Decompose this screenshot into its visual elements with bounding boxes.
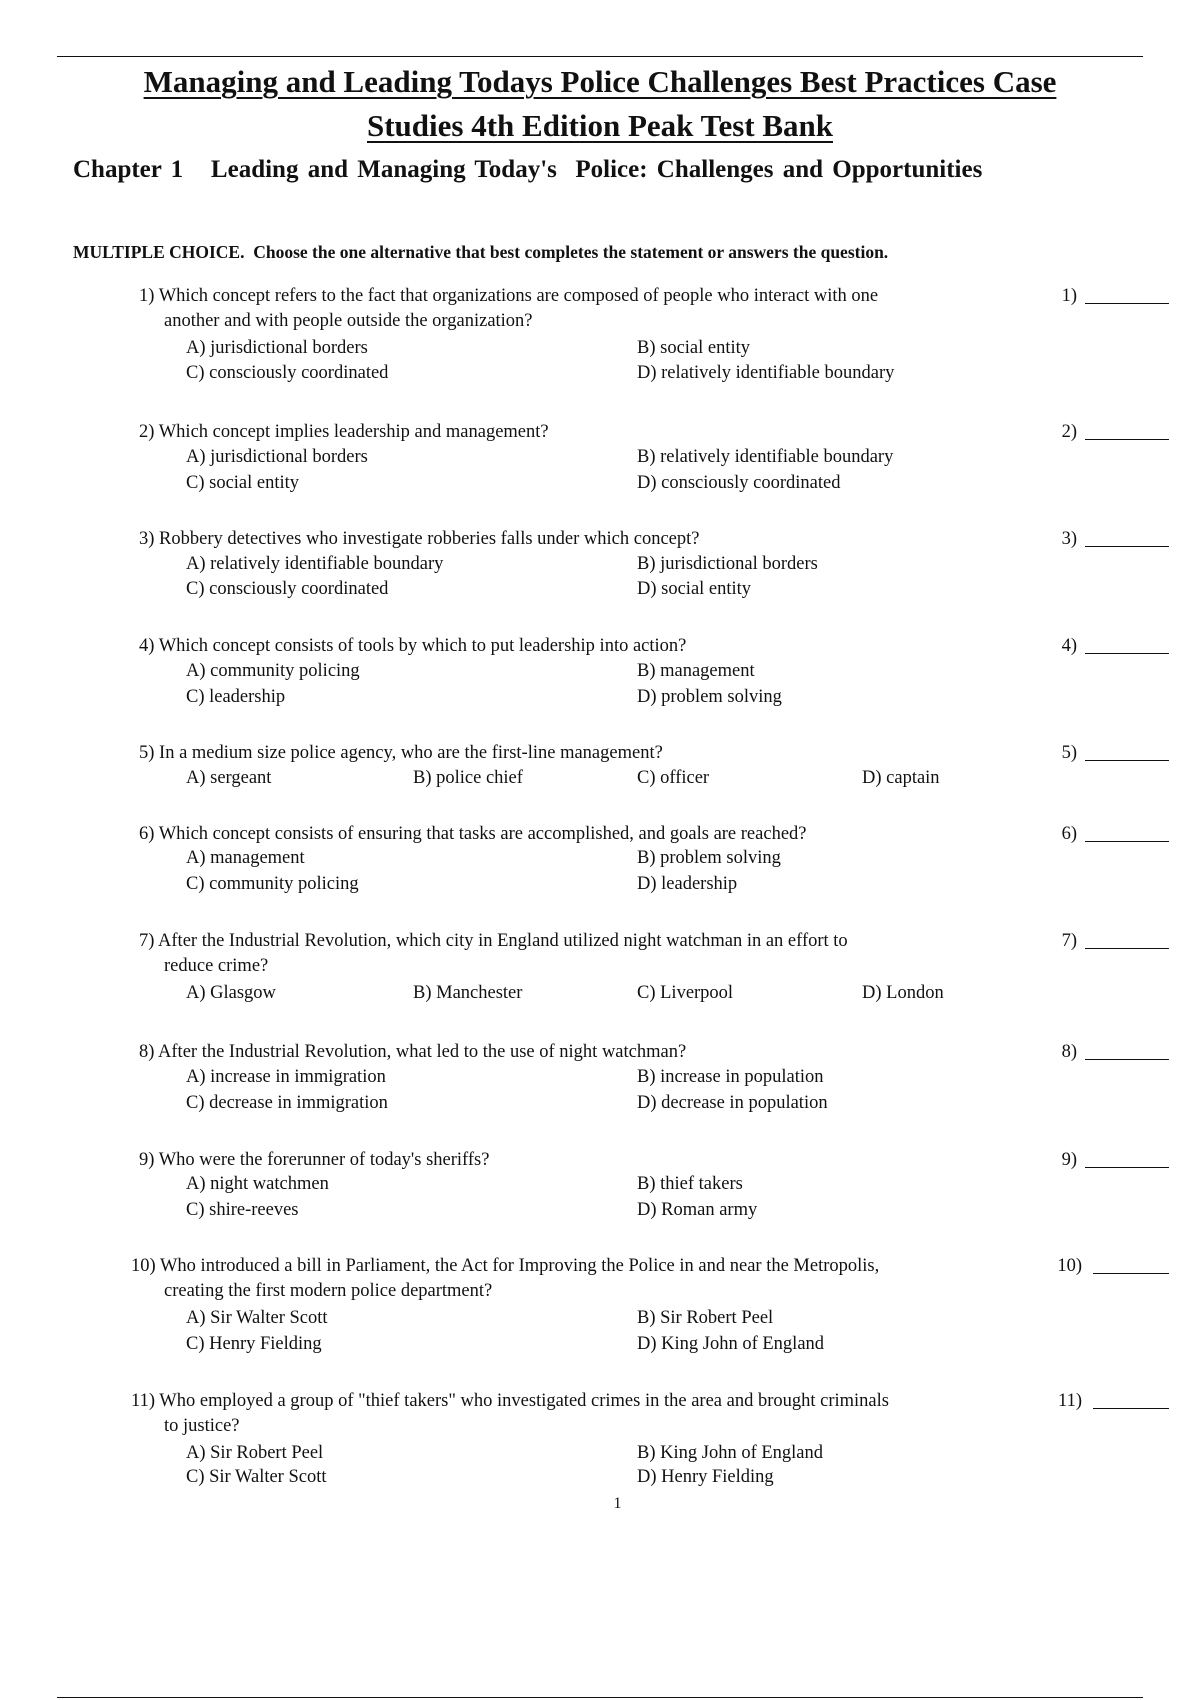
option-b: B) Manchester [413,983,523,1003]
instructions [73,242,888,263]
question-stem [139,284,1019,334]
question-stem [139,1148,1019,1173]
option-d: D) consciously coordinated [637,473,841,493]
option-c: C) consciously coordinated [186,579,389,599]
question-stem [139,1040,1019,1065]
option-d: D) leadership [637,874,738,894]
option-a: A) increase in immigration [186,1067,386,1087]
question-text: Which concept consists of ensuring that tasks are accomplished, and goals are reached? [158,824,807,844]
option-c: C) Henry Fielding [186,1334,322,1354]
answer-blank[interactable] [1085,303,1169,304]
option-b: B) King John of England [637,1443,824,1463]
question-text: Robbery detectives who investigate robberies falls under which concept? [159,529,700,549]
answer-number: 9) [1061,1150,1077,1170]
question-number: 1) [139,286,155,306]
question-text: Who were the forerunner of today's sheriffs? [158,1150,490,1170]
question-text: After the Industrial Revolution, which city in England utilized night watchman in an effort to [158,931,848,951]
answer-blank[interactable] [1093,1408,1169,1409]
answer-blank[interactable] [1085,760,1169,761]
answer-number: 1) [1061,286,1077,306]
option-c: C) consciously coordinated [186,363,389,383]
option-a: A) community policing [186,661,360,681]
answer-number: 2) [1061,422,1077,442]
question-number: 9) [139,1150,155,1170]
answer-number: 11) [1058,1391,1082,1411]
answer-number: 10) [1057,1256,1082,1276]
answer-blank[interactable] [1093,1273,1169,1274]
option-d: D) relatively identifiable boundary [637,363,895,383]
question-text-continued: to justice? [164,1416,240,1436]
option-d: D) decrease in population [637,1093,828,1113]
instructions-text: Choose the one alternative that best completes the statement or answers the question. [253,242,889,262]
question-stem [139,634,1019,659]
option-d: D) Roman army [637,1200,758,1220]
option-c: C) Sir Walter Scott [186,1467,327,1487]
option-d: D) social entity [637,579,752,599]
question-number: 7) [139,931,155,951]
question-text-continued: reduce crime? [164,956,269,976]
option-d: D) London [862,983,944,1003]
answer-number: 4) [1061,636,1077,656]
answer-number: 6) [1061,824,1077,844]
option-b: B) problem solving [637,848,781,868]
question-number: 6) [139,824,155,844]
option-a: A) management [186,848,305,868]
question-text: Which concept consists of tools by which to put leadership into action? [158,636,687,656]
option-d: D) King John of England [637,1334,825,1354]
question-text: Who employed a group of "thief takers" who investigated crimes in the area and brought criminals [159,1391,889,1411]
question-number: 3) [139,529,155,549]
top-rule [57,56,1143,57]
question-text: After the Industrial Revolution, what led to the use of night watchman? [158,1042,687,1062]
answer-number: 3) [1061,529,1077,549]
question-stem [139,741,1019,766]
option-b: B) thief takers [637,1174,743,1194]
answer-number: 7) [1061,931,1077,951]
question-stem [139,822,1019,847]
option-b: B) social entity [637,338,751,358]
answer-number: 5) [1061,743,1077,763]
question-text: Who introduced a bill in Parliament, the Act for Improving the Police in and near the Metropolis, [159,1256,880,1276]
answer-blank[interactable] [1085,1059,1169,1060]
option-d: D) problem solving [637,687,782,707]
answer-blank[interactable] [1085,439,1169,440]
chapter-heading: Chapter 1 Leading and Managing Today's Police: Challenges and Opportunities [73,156,983,183]
option-a: A) sergeant [186,768,272,788]
question-stem [139,420,1019,445]
option-b: B) Sir Robert Peel [637,1308,774,1328]
option-b: B) increase in population [637,1067,824,1087]
option-b: B) management [637,661,755,681]
question-text-continued: creating the first modern police department? [164,1281,493,1301]
option-c: C) community policing [186,874,359,894]
question-stem [131,1389,1011,1439]
question-stem [139,929,1019,979]
option-a: A) Sir Robert Peel [186,1443,324,1463]
option-a: A) jurisdictional borders [186,447,368,467]
bottom-rule [57,1697,1143,1698]
document-title-line-1: Managing and Leading Todays Police Challenges Best Practices Case [143,64,1057,99]
answer-blank[interactable] [1085,546,1169,547]
document-title-line-2: Studies 4th Edition Peak Test Bank [366,108,833,143]
option-c: C) Liverpool [637,983,734,1003]
option-a: A) Sir Walter Scott [186,1308,328,1328]
question-stem [139,527,1019,552]
question-text: Which concept implies leadership and management? [158,422,549,442]
option-c: C) decrease in immigration [186,1093,388,1113]
option-b: B) relatively identifiable boundary [637,447,894,467]
question-number: 4) [139,636,155,656]
question-number: 5) [139,743,155,763]
option-c: C) leadership [186,687,286,707]
instructions-label: MULTIPLE CHOICE. [73,242,245,262]
option-b: B) police chief [413,768,523,788]
question-text: In a medium size police agency, who are the first-line management? [159,743,663,763]
option-a: A) night watchmen [186,1174,329,1194]
question-number: 10) [131,1256,156,1276]
option-a: A) jurisdictional borders [186,338,368,358]
question-number: 11) [131,1391,155,1411]
answer-blank[interactable] [1085,1167,1169,1168]
option-b: B) jurisdictional borders [637,554,818,574]
answer-blank[interactable] [1085,948,1169,949]
answer-blank[interactable] [1085,841,1169,842]
question-text-continued: another and with people outside the organization? [164,311,533,331]
answer-number: 8) [1061,1042,1077,1062]
option-c: C) shire-reeves [186,1200,299,1220]
question-number: 2) [139,422,155,442]
question-stem [131,1254,1011,1304]
option-d: D) Henry Fielding [637,1467,774,1487]
option-d: D) captain [862,768,940,788]
question-text: Which concept refers to the fact that organizations are composed of people who interact with one [158,286,879,306]
option-c: C) officer [637,768,710,788]
option-c: C) social entity [186,473,300,493]
option-a: A) relatively identifiable boundary [186,554,444,574]
answer-blank[interactable] [1085,653,1169,654]
question-number: 8) [139,1042,155,1062]
page-number: 1 [613,1495,622,1512]
option-a: A) Glasgow [186,983,276,1003]
